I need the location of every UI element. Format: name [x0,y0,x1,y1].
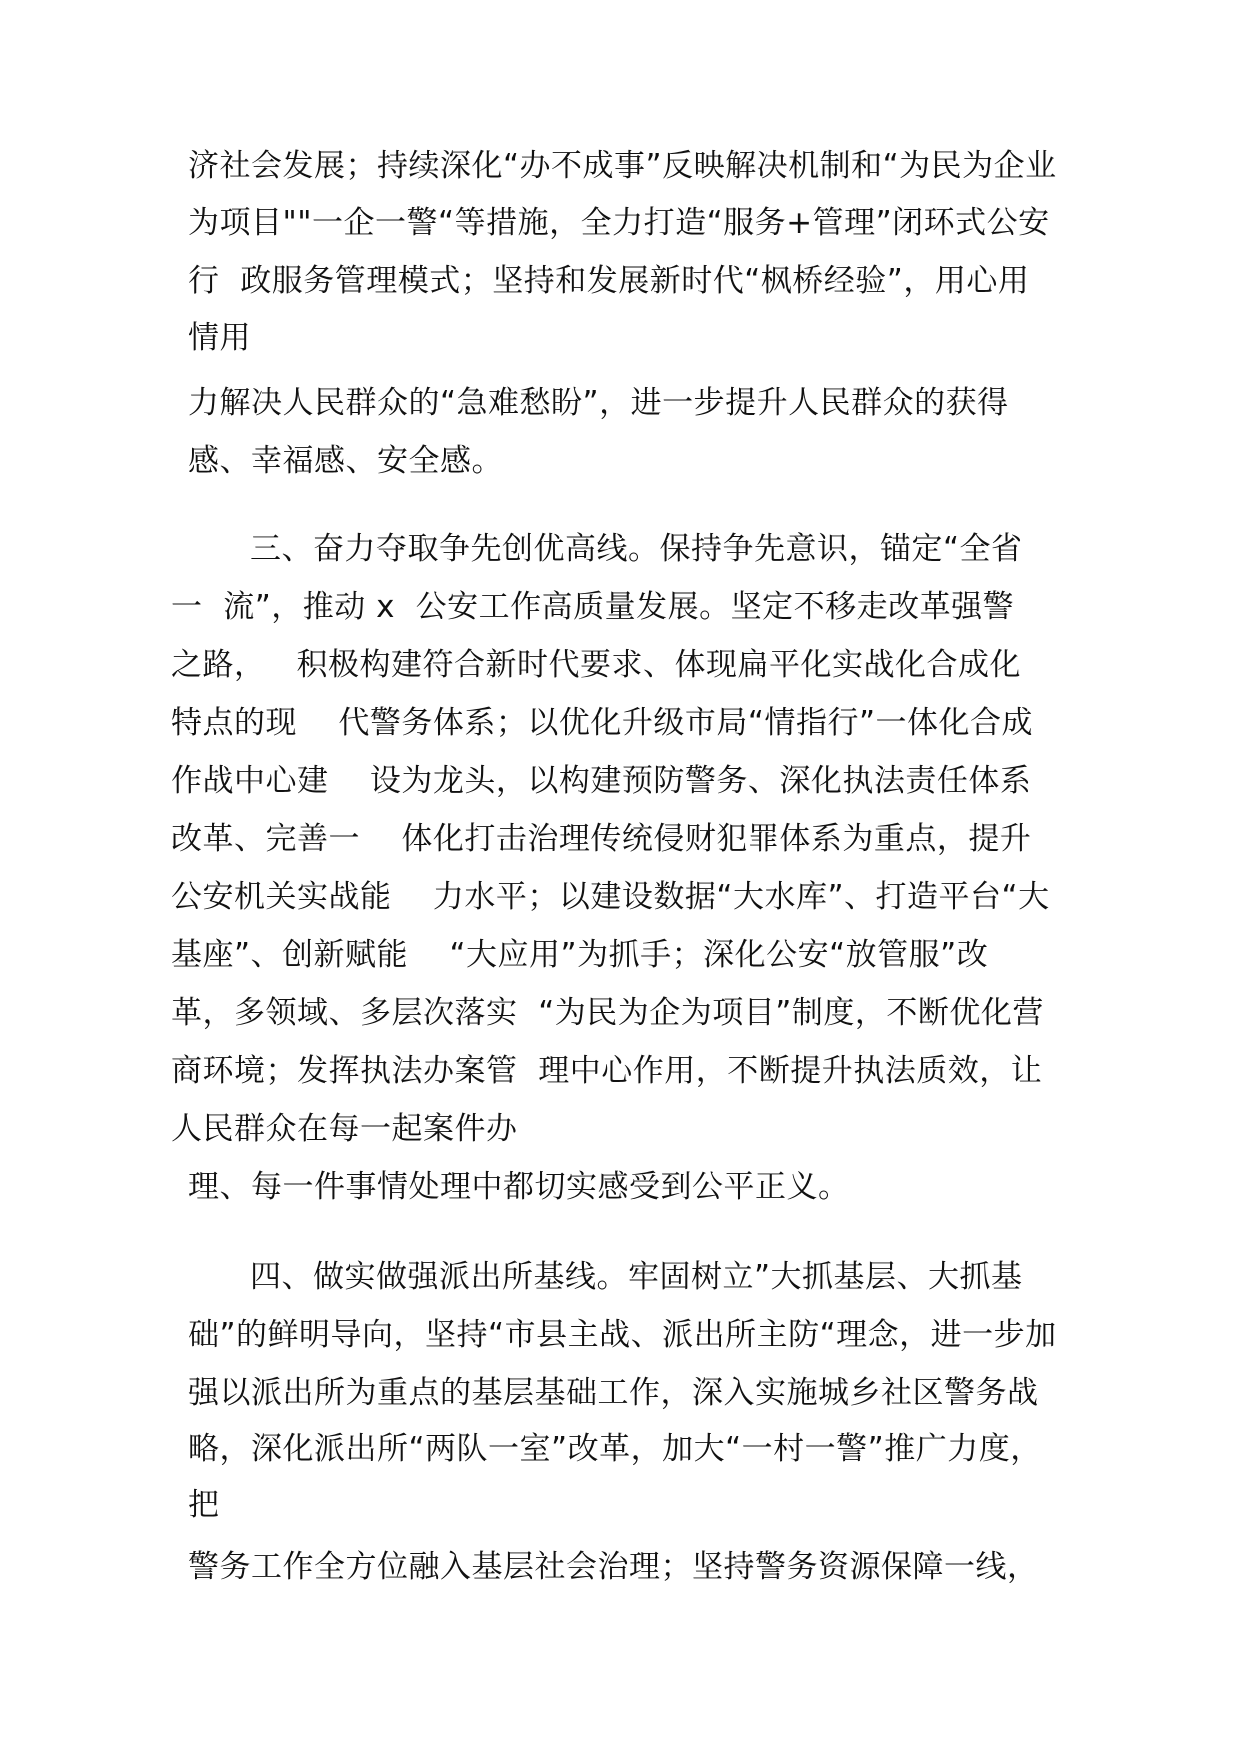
text-line: 改革、完善一 体化打击治理传统侵财犯罪体系为重点，提升 [171,821,1032,857]
paragraph-heading: 三、奋力夺取争先创优高线。保持争先意识，锚定“全省 [250,531,1023,567]
text-line: 济社会发展；持续深化“办不成事”反映解决机制和“为民为企业 [188,148,1057,184]
text-line: 为项目""一企一警“等措施，全力打造“服务+管理”闭环式公安 [188,205,1050,241]
paragraph-heading: 四、做实做强派出所基线。牢固树立”大抓基层、大抓基 [250,1259,1023,1295]
text-line: 人民群众在每一起案件办 [171,1111,518,1147]
text-line: 情用 [188,320,251,356]
text-line: 特点的现 代警务体系；以优化升级市局“情指行”一体化合成 [171,705,1034,741]
text-line: 作战中心建 设为龙头，以构建预防警务、深化执法责任体系 [171,763,1032,799]
text-line: 略，深化派出所“两队一室”改革，加大“一村一警”推广力度， [188,1431,1042,1467]
text-line: 强以派出所为重点的基层基础工作，深入实施城乡社区警务战 [188,1375,1039,1411]
text-line: 公安机关实战能 力水平；以建设数据“大水库”、打造平台“大 [171,879,1050,915]
text-line: 行 政服务管理模式；坚持和发展新时代“枫桥经验”，用心用 [188,263,1030,299]
text-line: 一 流”，推动 x 公安工作高质量发展。坚定不移走改革强警 [171,589,1015,625]
text-line: 感、幸福感、安全感。 [188,443,503,479]
text-line: 革，多领域、多层次落实 “为民为企为项目”制度，不断优化营 [171,995,1044,1031]
text-line: 力解决人民群众的“急难愁盼”，进一步提升人民群众的获得 [188,385,1009,421]
text-line: 把 [188,1487,220,1523]
text-line: 理、每一件事情处理中都切实感受到公平正义。 [188,1169,850,1205]
text-line: 础”的鲜明导向，坚持“市县主战、派出所主防“理念，进一步加 [188,1317,1057,1353]
text-line: 基座”、创新赋能 “大应用”为抓手；深化公安“放管服”改 [171,937,989,973]
text-line: 商环境；发挥执法办案管 理中心作用，不断提升执法质效，让 [171,1053,1043,1089]
text-line: 警务工作全方位融入基层社会治理；坚持警务资源保障一线， [188,1549,1039,1585]
text-line: 之路， 积极构建符合新时代要求、体现扁平化实战化合成化 [171,647,1022,683]
